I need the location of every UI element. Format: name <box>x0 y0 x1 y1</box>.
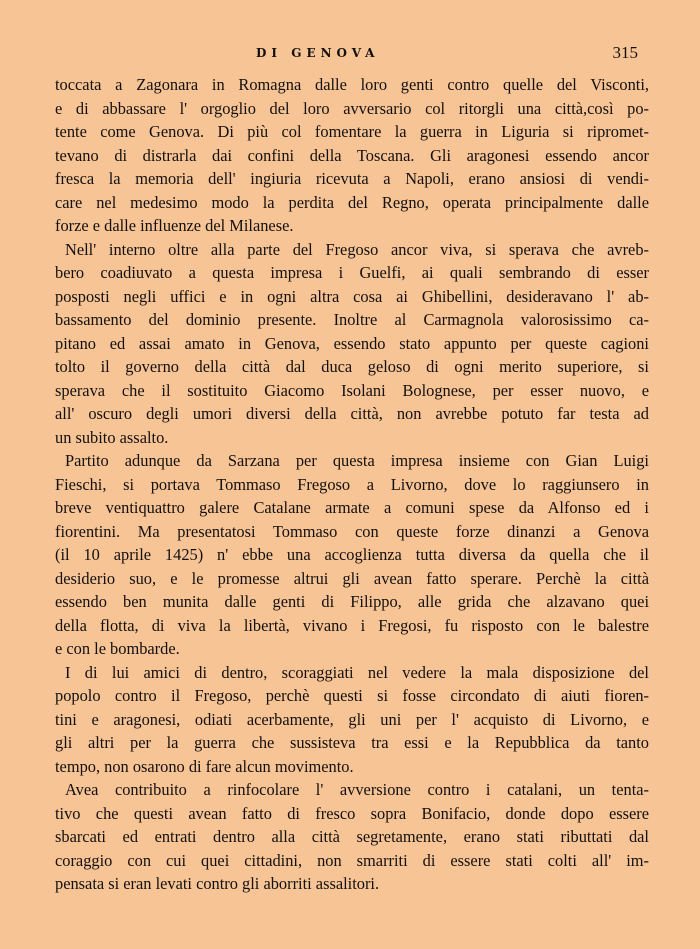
text-line: bassamento del dominio presente. Inoltre al Carmagnola valorosissimo ca- <box>55 310 649 329</box>
text-line: e con le bombarde. <box>55 639 180 658</box>
paragraph <box>55 661 649 779</box>
page-number: 315 <box>612 43 638 62</box>
paragraph <box>55 449 649 661</box>
text-line: posposti negli uffici e in ogni altra cosa ai Ghibellini, desideravano l' ab- <box>55 286 649 306</box>
text-line: Avea contribuito a rinfocolare l' avversione contro i catalani, un tenta- <box>65 780 649 799</box>
text-line: desiderio suo, e le promesse altrui gli avean fatto sperare. Perchè la città <box>55 568 649 588</box>
text-line: tivo che questi avean fatto di fresco sopra Bonifacio, donde dopo essere <box>55 803 649 823</box>
text-line: gli altri per la guerra che sussisteva tra essi e la Repubblica da tanto <box>55 733 649 752</box>
text-line: popolo contro il Fregoso, perchè questi si fosse circondato di aiuti fioren- <box>55 686 649 705</box>
text-line: tevano di distrarla dai confini della Toscana. Gli aragonesi essendo ancor <box>55 145 649 165</box>
text-line: un subito assalto. <box>55 427 169 447</box>
text-line: fiorentini. Ma presentatosi Tommaso con queste forze dinanzi a Genova <box>55 521 649 541</box>
text-line: toccata a Zagonara in Romagna dalle loro genti contro quelle del Visconti, <box>55 75 649 94</box>
body-text <box>55 73 649 896</box>
text-line: pitano ed assai amato in Genova, essendo stato appunto per queste cagioni <box>55 333 649 353</box>
text-line: tempo, non osarono di fare alcun movimento. <box>55 756 354 776</box>
text-line: tente come Genova. Di più col fomentare la guerra in Liguria si ripromet- <box>55 122 649 141</box>
text-line: della flotta, di viva la libertà, vivano i Fregosi, fu risposto con le balestre <box>55 615 649 635</box>
text-line: I di lui amici di dentro, scoraggiati nel vedere la mala disposizione del <box>65 662 649 682</box>
text-line: (il 10 aprile 1425) n' ebbe una accoglienza tutta diversa da quella che il <box>55 545 649 564</box>
paragraph <box>55 778 649 896</box>
text-line: Nell' interno oltre alla parte del Fregoso ancor viva, si sperava che avreb- <box>65 239 649 259</box>
running-title: DI GENOVA <box>256 46 380 60</box>
paragraph <box>55 73 649 238</box>
text-line: tolto il governo della città dal duca geloso di ogni merito superiore, si <box>55 357 649 376</box>
paragraph <box>55 238 649 450</box>
text-line: bero coadiuvato a questa impresa i Guelfi, ai quali sembrando di esser <box>55 263 649 282</box>
text-line: sperava che il sostituito Giacomo Isolani Bolognese, per esser nuovo, e <box>55 380 649 400</box>
text-line: Fieschi, si portava Tommaso Fregoso a Livorno, dove lo raggiunsero in <box>55 474 649 494</box>
text-line: tini e aragonesi, odiati acerbamente, gli uni per l' acquisto di Livorno, e <box>55 709 649 729</box>
text-line: breve ventiquattro galere Catalane armate a comuni spese da Alfonso ed i <box>55 498 649 517</box>
text-line: care nel medesimo modo la perdita del Regno, operata principalmente dalle <box>55 192 649 212</box>
text-line: Partito adunque da Sarzana per questa impresa insieme con Gian Luigi <box>65 451 649 470</box>
text-line: essendo ben munita dalle genti di Filippo, alle grida che alzavano quei <box>55 592 649 611</box>
text-line: sbarcati ed entrati dentro alla città segretamente, erano stati ributtati dal <box>55 827 649 846</box>
text-line: fresca la memoria dell' ingiuria ricevuta a Napoli, erano ansiosi di vendi- <box>55 169 649 188</box>
text-line: coraggio con cui quei cittadini, non smarriti di essere stati colti all' im- <box>55 850 649 870</box>
text-line: e di abbassare l' orgoglio del loro avversario col ritorgli una città,così po- <box>55 98 649 118</box>
text-line: pensata si eran levati contro gli aborriti assalitori. <box>55 874 380 893</box>
text-line: forze e dalle influenze del Milanese. <box>55 216 294 235</box>
text-line: all' oscuro degli umori diversi della città, non avrebbe potuto far testa ad <box>55 404 649 423</box>
running-head <box>0 43 700 66</box>
